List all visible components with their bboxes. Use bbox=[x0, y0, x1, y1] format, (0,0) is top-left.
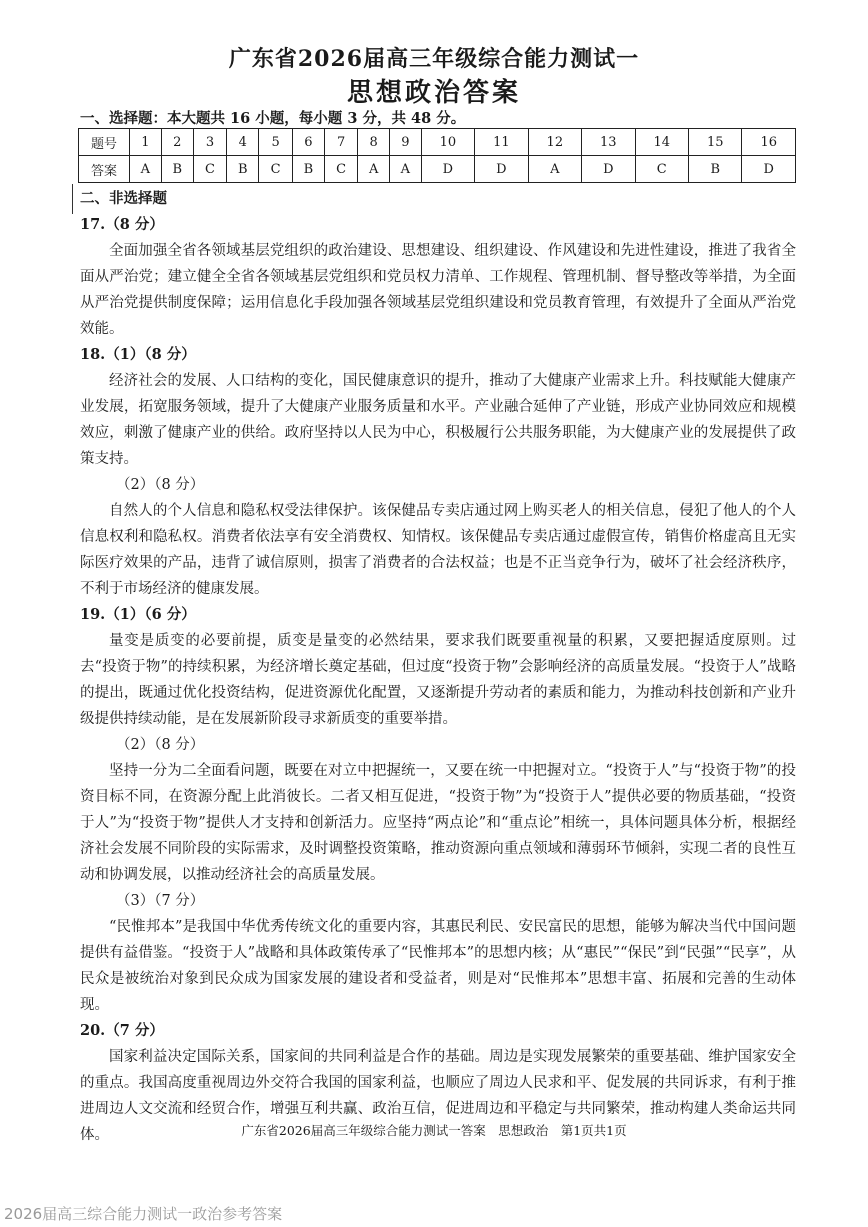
answer-cell: A bbox=[528, 156, 581, 183]
answer-table bbox=[78, 128, 796, 183]
page-title: 广东省2026届高三年级综合能力测试一 bbox=[228, 46, 640, 72]
section-divider bbox=[72, 184, 73, 214]
question-number: 3 bbox=[193, 129, 226, 156]
q20-label: 20.（7 分） bbox=[80, 1022, 164, 1039]
answer-cell: A bbox=[390, 156, 422, 183]
answer-cell: C bbox=[259, 156, 292, 183]
row-label-question: 题号 bbox=[79, 129, 130, 156]
answer-cell: C bbox=[193, 156, 226, 183]
question-number: 2 bbox=[161, 129, 193, 156]
page-subtitle: 思想政治答案 bbox=[346, 78, 521, 108]
question-number: 10 bbox=[421, 129, 474, 156]
q19-label: 19.（1）（6 分） bbox=[80, 606, 196, 623]
question-number: 6 bbox=[292, 129, 324, 156]
answer-cell: D bbox=[582, 156, 635, 183]
watermark-caption: 2026届高三综合能力测试一政治参考答案 bbox=[4, 1205, 283, 1223]
question-number: 12 bbox=[528, 129, 581, 156]
answer-row bbox=[79, 156, 796, 183]
q18-part2-label: （2）（8 分） bbox=[116, 477, 205, 493]
q19-part2-answer: 坚持一分为二全面看问题，既要在对立中把握统一，又要在统一中把握对立。“投资于人”与“投资于物”的投资目标不同，在资源分配上此消彼长。二者又相互促进，“投资于物”为“投资于人”提供必要的物质基础，“投资于人”为“投资于物”提供人才支持和创新活力。应坚持“两点论”和“重点论”相统一，具体问题具体分析，根据经济社会发展不同阶段的实际需求，及时调整投资策略，推动资源向重点领域和薄弱环节倾斜，实现二者的良性互动和协调发展，以推动经济社会的高质量发展。 bbox=[80, 763, 796, 883]
question-number: 1 bbox=[130, 129, 162, 156]
question-number: 16 bbox=[742, 129, 796, 156]
q19-part3-label: （3）（7 分） bbox=[116, 893, 205, 909]
answer-cell: B bbox=[689, 156, 742, 183]
answer-cell: B bbox=[292, 156, 324, 183]
question-number: 8 bbox=[358, 129, 390, 156]
question-number: 4 bbox=[227, 129, 259, 156]
q19-part2-label: （2）（8 分） bbox=[116, 737, 205, 753]
non-choice-section bbox=[80, 186, 796, 1148]
answer-cell: C bbox=[635, 156, 688, 183]
answer-cell: B bbox=[227, 156, 259, 183]
answer-cell: D bbox=[475, 156, 528, 183]
answer-cell: A bbox=[358, 156, 390, 183]
q17-answer: 全面加强全省各领域基层党组织的政治建设、思想建设、组织建设、作风建设和先进性建设，推进了我省全面从严治党；建立健全全省各领域基层党组织和党员权力清单、工作规程、管理机制、督导整改等举措，为全面从严治党提供制度保障；运用信息化手段加强各领域基层党组织建设和党员教育管理，有效提升了全面从严治党效能。 bbox=[80, 243, 796, 337]
question-number-row bbox=[79, 129, 796, 156]
question-number: 9 bbox=[390, 129, 422, 156]
q19-part3-answer: “民惟邦本”是我国中华优秀传统文化的重要内容，其惠民利民、安民富民的思想，能够为解决当代中国问题提供有益借鉴。“投资于人”战略和具体政策传承了“民惟邦本”的思想内核；从“惠民”“保民”到“民强”“民享”，从民众是被统治对象到民众成为国家发展的建设者和受益者，则是对“民惟邦本”思想丰富、拓展和完善的生动体现。 bbox=[80, 919, 796, 1013]
answer-cell: B bbox=[161, 156, 193, 183]
q17-label: 17.（8 分） bbox=[80, 216, 164, 233]
page-footer: 广东省2026届高三年级综合能力测试一答案 思想政治 第1页共1页 bbox=[241, 1123, 627, 1138]
answer-cell: D bbox=[742, 156, 796, 183]
q18-label: 18.（1）（8 分） bbox=[80, 346, 196, 363]
q18-part1-answer: 经济社会的发展、人口结构的变化，国民健康意识的提升，推动了大健康产业需求上升。科技赋能大健康产业发展，拓宽服务领域，提升了大健康产业服务质量和水平。产业融合延伸了产业链，形成产业协同效应和规模效应，刺激了健康产业的供给。政府坚持以人民为中心，积极履行公共服务职能，为大健康产业的发展提供了政策支持。 bbox=[80, 373, 796, 467]
question-number: 13 bbox=[582, 129, 635, 156]
section2-heading: 二、非选择题 bbox=[80, 190, 167, 207]
q20-answer: 国家利益决定国际关系，国家间的共同利益是合作的基础。周边是实现发展繁荣的重要基础、维护国家安全的重点。我国高度重视周边外交符合我国的国家利益，也顺应了周边人民求和平、促发展的共同诉求，有利于推进周边人文交流和经贸合作，增强互利共赢、政治互信，促进周边和平稳定与共同繁荣，推动构建人类命运共同体。 bbox=[80, 1049, 796, 1143]
answer-cell: D bbox=[421, 156, 474, 183]
question-number: 7 bbox=[324, 129, 357, 156]
q18-part2-answer: 自然人的个人信息和隐私权受法律保护。该保健品专卖店通过网上购买老人的相关信息，侵犯了他人的个人信息权利和隐私权。消费者依法享有安全消费权、知情权。该保健品专卖店通过虚假宣传，销售价格虚高且无实际医疗效果的产品，违背了诚信原则，损害了消费者的合法权益；也是不正当竞争行为，破坏了社会经济秩序，不利于市场经济的健康发展。 bbox=[80, 503, 796, 597]
section1-heading: 一、选择题：本大题共 16 小题，每小题 3 分，共 48 分。 bbox=[80, 110, 466, 127]
question-number: 15 bbox=[689, 129, 742, 156]
question-number: 5 bbox=[259, 129, 292, 156]
question-number: 14 bbox=[635, 129, 688, 156]
row-label-answer: 答案 bbox=[79, 156, 130, 183]
answer-cell: C bbox=[324, 156, 357, 183]
answer-cell: A bbox=[130, 156, 162, 183]
question-number: 11 bbox=[475, 129, 528, 156]
q19-part1-answer: 量变是质变的必要前提，质变是量变的必然结果，要求我们既要重视量的积累，又要把握适度原则。过去“投资于物”的持续积累，为经济增长奠定基础，但过度“投资于物”会影响经济的高质量发展。“投资于人”战略的提出，既通过优化投资结构，促进资源优化配置，又逐渐提升劳动者的素质和能力，为推动科技创新和产业升级提供持续动能，是在发展新阶段寻求新质变的重要举措。 bbox=[80, 633, 796, 727]
